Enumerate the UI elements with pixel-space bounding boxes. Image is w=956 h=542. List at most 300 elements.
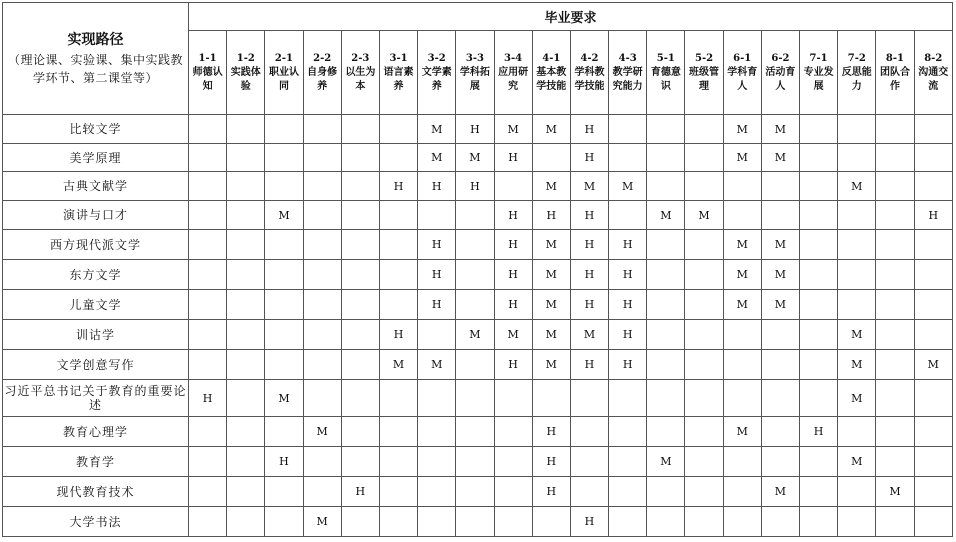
support-level-cell (800, 172, 838, 201)
support-level-cell: M (876, 477, 914, 507)
requirement-code: 3-4 (504, 52, 523, 64)
support-level-cell (685, 477, 723, 507)
support-level-cell (685, 507, 723, 537)
support-level-cell (379, 260, 417, 290)
support-level-cell (379, 380, 417, 417)
support-level-cell: H (418, 172, 456, 201)
support-level-cell (914, 380, 952, 417)
requirement-name: 活动育人 (765, 66, 796, 92)
support-level-cell (761, 447, 799, 477)
support-level-cell: M (723, 417, 761, 447)
requirement-code: 8-1 (885, 52, 904, 64)
requirement-header (914, 31, 952, 115)
requirement-name: 师德认知 (192, 66, 223, 92)
support-level-cell (876, 290, 914, 320)
requirement-code: 1-2 (236, 52, 255, 64)
support-level-cell (189, 350, 227, 380)
support-level-cell: M (609, 172, 647, 201)
support-level-cell (227, 144, 265, 172)
support-level-cell (800, 507, 838, 537)
support-level-cell: M (532, 172, 570, 201)
course-name: 西方现代派文学 (3, 230, 189, 260)
support-level-cell (838, 477, 876, 507)
requirement-header (227, 31, 265, 115)
support-level-cell: H (570, 260, 608, 290)
support-level-cell: H (494, 144, 532, 172)
course-name: 儿童文学 (3, 290, 189, 320)
requirement-name: 教学研究能力 (612, 66, 643, 92)
support-level-cell (685, 260, 723, 290)
support-level-cell: M (838, 350, 876, 380)
support-level-cell (189, 320, 227, 350)
course-name: 东方文学 (3, 260, 189, 290)
support-level-cell (265, 230, 303, 260)
support-level-cell: M (761, 290, 799, 320)
support-level-cell (876, 201, 914, 230)
support-level-cell (379, 447, 417, 477)
support-level-cell (265, 350, 303, 380)
support-level-cell (723, 320, 761, 350)
requirement-header (761, 31, 799, 115)
requirement-header (379, 31, 417, 115)
requirement-header (570, 31, 608, 115)
support-level-cell (265, 260, 303, 290)
support-level-cell (189, 230, 227, 260)
requirement-code: 2-2 (313, 52, 332, 64)
support-level-cell (341, 380, 379, 417)
support-level-cell (189, 201, 227, 230)
support-level-cell: M (303, 417, 341, 447)
support-level-cell (838, 230, 876, 260)
support-level-cell (609, 447, 647, 477)
support-level-cell: M (379, 350, 417, 380)
support-level-cell (647, 477, 685, 507)
path-title: 实现路径 (67, 31, 124, 48)
support-level-cell (914, 477, 952, 507)
support-level-cell (800, 201, 838, 230)
support-level-cell (379, 290, 417, 320)
support-level-cell (800, 290, 838, 320)
support-level-cell (494, 447, 532, 477)
support-level-cell (647, 380, 685, 417)
support-level-cell: H (379, 172, 417, 201)
support-level-cell (418, 320, 456, 350)
support-level-cell: M (723, 230, 761, 260)
requirement-code: 3-3 (465, 52, 484, 64)
support-level-cell (341, 144, 379, 172)
support-level-cell (265, 477, 303, 507)
support-level-cell: H (532, 201, 570, 230)
support-level-cell (494, 172, 532, 201)
support-level-cell (570, 447, 608, 477)
support-level-cell: H (532, 477, 570, 507)
support-level-cell (609, 201, 647, 230)
support-level-cell (341, 115, 379, 144)
support-level-cell (456, 260, 494, 290)
requirements-title: 毕业要求 (189, 3, 953, 31)
requirement-code: 7-1 (809, 52, 828, 64)
support-level-cell: H (418, 260, 456, 290)
requirement-code: 7-2 (847, 52, 866, 64)
support-level-cell (914, 417, 952, 447)
support-level-cell (761, 507, 799, 537)
support-level-cell (570, 417, 608, 447)
support-level-cell (303, 172, 341, 201)
support-level-cell (685, 350, 723, 380)
support-level-cell: H (570, 350, 608, 380)
support-level-cell: M (761, 230, 799, 260)
support-level-cell (876, 507, 914, 537)
support-level-cell (303, 115, 341, 144)
support-level-cell (685, 230, 723, 260)
support-level-cell (800, 115, 838, 144)
support-level-cell (189, 144, 227, 172)
support-level-cell: H (800, 417, 838, 447)
path-header-cell (3, 3, 189, 115)
support-level-cell (303, 320, 341, 350)
support-level-cell (685, 115, 723, 144)
support-level-cell (418, 417, 456, 447)
support-level-cell (570, 380, 608, 417)
requirement-name: 以生为本 (345, 66, 376, 92)
support-level-cell (609, 144, 647, 172)
support-level-cell (189, 447, 227, 477)
support-level-cell (723, 477, 761, 507)
support-level-cell (379, 144, 417, 172)
course-name: 古典文献学 (3, 172, 189, 201)
support-level-cell (418, 380, 456, 417)
support-level-cell (914, 115, 952, 144)
support-level-cell: M (761, 115, 799, 144)
table-row (3, 507, 953, 537)
support-level-cell: H (494, 350, 532, 380)
support-level-cell: M (494, 320, 532, 350)
requirement-header (609, 31, 647, 115)
support-level-cell: H (494, 201, 532, 230)
support-level-cell (227, 290, 265, 320)
support-level-cell (189, 172, 227, 201)
support-level-cell (303, 447, 341, 477)
path-subtitle: （理论课、实验课、集中实践教学环节、第二课堂等） (7, 52, 183, 85)
support-level-cell (914, 447, 952, 477)
support-level-cell (341, 230, 379, 260)
support-level-cell: H (494, 230, 532, 260)
support-level-cell: M (456, 144, 494, 172)
support-level-cell: M (761, 260, 799, 290)
support-level-cell (227, 115, 265, 144)
support-level-cell (876, 230, 914, 260)
support-level-cell (532, 380, 570, 417)
support-level-cell: H (418, 290, 456, 320)
support-level-cell (265, 290, 303, 320)
requirement-code: 2-1 (274, 52, 293, 64)
support-level-cell: M (303, 507, 341, 537)
table-row (3, 290, 953, 320)
requirement-name: 实践体验 (230, 66, 261, 92)
requirement-code: 6-1 (733, 52, 752, 64)
support-level-cell (761, 172, 799, 201)
support-level-cell: H (570, 144, 608, 172)
requirement-name: 基本教学技能 (536, 66, 567, 92)
support-level-cell (876, 260, 914, 290)
support-level-cell: M (723, 260, 761, 290)
support-level-cell (800, 144, 838, 172)
requirement-code: 5-1 (656, 52, 675, 64)
support-level-cell (532, 144, 570, 172)
support-level-cell (838, 260, 876, 290)
support-level-cell (647, 144, 685, 172)
support-level-cell (647, 320, 685, 350)
support-level-cell (685, 447, 723, 477)
support-level-cell: M (838, 447, 876, 477)
support-level-cell (647, 172, 685, 201)
table-row (3, 260, 953, 290)
support-level-cell: H (570, 201, 608, 230)
support-level-cell: H (609, 230, 647, 260)
support-level-cell (303, 144, 341, 172)
support-level-cell (265, 507, 303, 537)
support-level-cell (379, 417, 417, 447)
support-level-cell (456, 350, 494, 380)
requirement-header (189, 31, 227, 115)
support-level-cell: M (723, 144, 761, 172)
support-level-cell (723, 201, 761, 230)
requirement-name: 文学素养 (421, 66, 452, 92)
requirement-name: 反思能力 (841, 66, 872, 92)
support-level-cell: M (570, 172, 608, 201)
support-level-cell: M (532, 115, 570, 144)
requirement-code: 8-2 (924, 52, 943, 64)
support-level-cell (570, 477, 608, 507)
course-name: 大学书法 (3, 507, 189, 537)
requirement-header (265, 31, 303, 115)
support-level-cell: H (609, 260, 647, 290)
support-level-cell (303, 230, 341, 260)
course-name: 现代教育技术 (3, 477, 189, 507)
support-level-cell (685, 144, 723, 172)
support-level-cell: M (570, 320, 608, 350)
support-level-cell: H (494, 290, 532, 320)
requirement-header (723, 31, 761, 115)
requirement-header (876, 31, 914, 115)
support-level-cell: H (609, 350, 647, 380)
support-level-cell (456, 507, 494, 537)
support-level-cell: H (418, 230, 456, 260)
support-level-cell (227, 417, 265, 447)
support-level-cell (723, 172, 761, 201)
support-level-cell: H (456, 172, 494, 201)
support-level-cell (456, 477, 494, 507)
requirement-name: 班级管理 (689, 66, 720, 92)
support-level-cell: H (532, 417, 570, 447)
support-level-cell (838, 115, 876, 144)
support-level-cell (685, 417, 723, 447)
table-row (3, 201, 953, 230)
table-row (3, 320, 953, 350)
support-level-cell (341, 447, 379, 477)
requirement-name: 学科育人 (727, 66, 758, 92)
support-level-cell (800, 350, 838, 380)
support-level-cell (838, 507, 876, 537)
support-level-cell (303, 201, 341, 230)
graduation-requirements-matrix (2, 2, 953, 537)
support-level-cell (189, 417, 227, 447)
requirement-name: 沟通交流 (918, 66, 949, 92)
support-level-cell (914, 290, 952, 320)
course-name: 训诂学 (3, 320, 189, 350)
support-level-cell (189, 507, 227, 537)
support-level-cell: M (532, 320, 570, 350)
support-level-cell (341, 417, 379, 447)
support-level-cell (303, 290, 341, 320)
support-level-cell (494, 380, 532, 417)
support-level-cell (914, 172, 952, 201)
requirement-name: 职业认同 (268, 66, 299, 92)
requirement-code: 3-2 (427, 52, 446, 64)
course-name: 演讲与口才 (3, 201, 189, 230)
support-level-cell (647, 230, 685, 260)
support-level-cell (227, 260, 265, 290)
support-level-cell (685, 172, 723, 201)
support-level-cell (227, 350, 265, 380)
course-name: 比较文学 (3, 115, 189, 144)
table-row (3, 447, 953, 477)
support-level-cell (456, 201, 494, 230)
support-level-cell: M (265, 380, 303, 417)
support-level-cell (303, 260, 341, 290)
support-level-cell: H (341, 477, 379, 507)
support-level-cell (647, 290, 685, 320)
support-level-cell: H (494, 260, 532, 290)
support-level-cell (456, 290, 494, 320)
support-level-cell (379, 477, 417, 507)
requirement-header (685, 31, 723, 115)
support-level-cell (609, 507, 647, 537)
requirement-name: 学科教学技能 (574, 66, 605, 92)
support-level-cell: M (838, 320, 876, 350)
support-level-cell (723, 507, 761, 537)
support-level-cell: M (723, 290, 761, 320)
support-level-cell (761, 350, 799, 380)
support-level-cell: M (418, 115, 456, 144)
support-level-cell (914, 230, 952, 260)
support-level-cell (647, 507, 685, 537)
support-level-cell (761, 201, 799, 230)
support-level-cell (494, 417, 532, 447)
support-level-cell (876, 320, 914, 350)
support-level-cell (800, 260, 838, 290)
support-level-cell (876, 144, 914, 172)
support-level-cell: M (418, 350, 456, 380)
support-level-cell: H (570, 115, 608, 144)
support-level-cell (265, 320, 303, 350)
requirement-name: 学科拓展 (459, 66, 490, 92)
support-level-cell (456, 447, 494, 477)
requirement-name: 育德意识 (650, 66, 681, 92)
support-level-cell (609, 477, 647, 507)
support-level-cell (838, 417, 876, 447)
requirement-code: 1-1 (198, 52, 217, 64)
requirement-code: 4-2 (580, 52, 599, 64)
support-level-cell (456, 417, 494, 447)
support-level-cell (494, 507, 532, 537)
support-level-cell: H (570, 507, 608, 537)
support-level-cell (609, 115, 647, 144)
support-level-cell (876, 380, 914, 417)
support-level-cell: H (914, 201, 952, 230)
support-level-cell: H (379, 320, 417, 350)
table-row (3, 115, 953, 144)
support-level-cell (227, 507, 265, 537)
support-level-cell: H (609, 320, 647, 350)
requirement-code: 5-2 (694, 52, 714, 64)
course-name: 美学原理 (3, 144, 189, 172)
requirement-header (838, 31, 876, 115)
support-level-cell: M (532, 290, 570, 320)
requirement-header (532, 31, 570, 115)
support-level-cell (876, 172, 914, 201)
support-level-cell (265, 115, 303, 144)
support-level-cell (647, 350, 685, 380)
support-level-cell: M (838, 380, 876, 417)
support-level-cell (876, 115, 914, 144)
requirement-code: 6-2 (771, 52, 790, 64)
support-level-cell (609, 417, 647, 447)
support-level-cell (341, 172, 379, 201)
support-level-cell (838, 144, 876, 172)
support-level-cell (838, 290, 876, 320)
support-level-cell: M (532, 230, 570, 260)
support-level-cell: M (761, 477, 799, 507)
support-level-cell: M (761, 144, 799, 172)
support-level-cell (723, 380, 761, 417)
requirement-header (418, 31, 456, 115)
support-level-cell (418, 477, 456, 507)
support-level-cell (227, 230, 265, 260)
table-row (3, 144, 953, 172)
support-level-cell: H (570, 290, 608, 320)
course-name: 教育心理学 (3, 417, 189, 447)
support-level-cell (379, 230, 417, 260)
support-level-cell (685, 380, 723, 417)
support-level-cell (418, 507, 456, 537)
support-level-cell (914, 320, 952, 350)
support-level-cell: M (685, 201, 723, 230)
support-level-cell (647, 417, 685, 447)
support-level-cell (685, 320, 723, 350)
support-level-cell (227, 201, 265, 230)
support-level-cell: M (647, 447, 685, 477)
support-level-cell: M (265, 201, 303, 230)
support-level-cell: M (532, 260, 570, 290)
support-level-cell (800, 447, 838, 477)
support-level-cell (456, 230, 494, 260)
support-level-cell (227, 447, 265, 477)
support-level-cell (800, 477, 838, 507)
support-level-cell (341, 201, 379, 230)
support-level-cell (876, 350, 914, 380)
support-level-cell (914, 144, 952, 172)
support-level-cell: H (189, 380, 227, 417)
support-level-cell (303, 380, 341, 417)
support-level-cell (303, 350, 341, 380)
support-level-cell (876, 447, 914, 477)
support-level-cell: H (456, 115, 494, 144)
support-level-cell (838, 201, 876, 230)
support-level-cell: H (609, 290, 647, 320)
course-name: 教育学 (3, 447, 189, 477)
support-level-cell: M (418, 144, 456, 172)
